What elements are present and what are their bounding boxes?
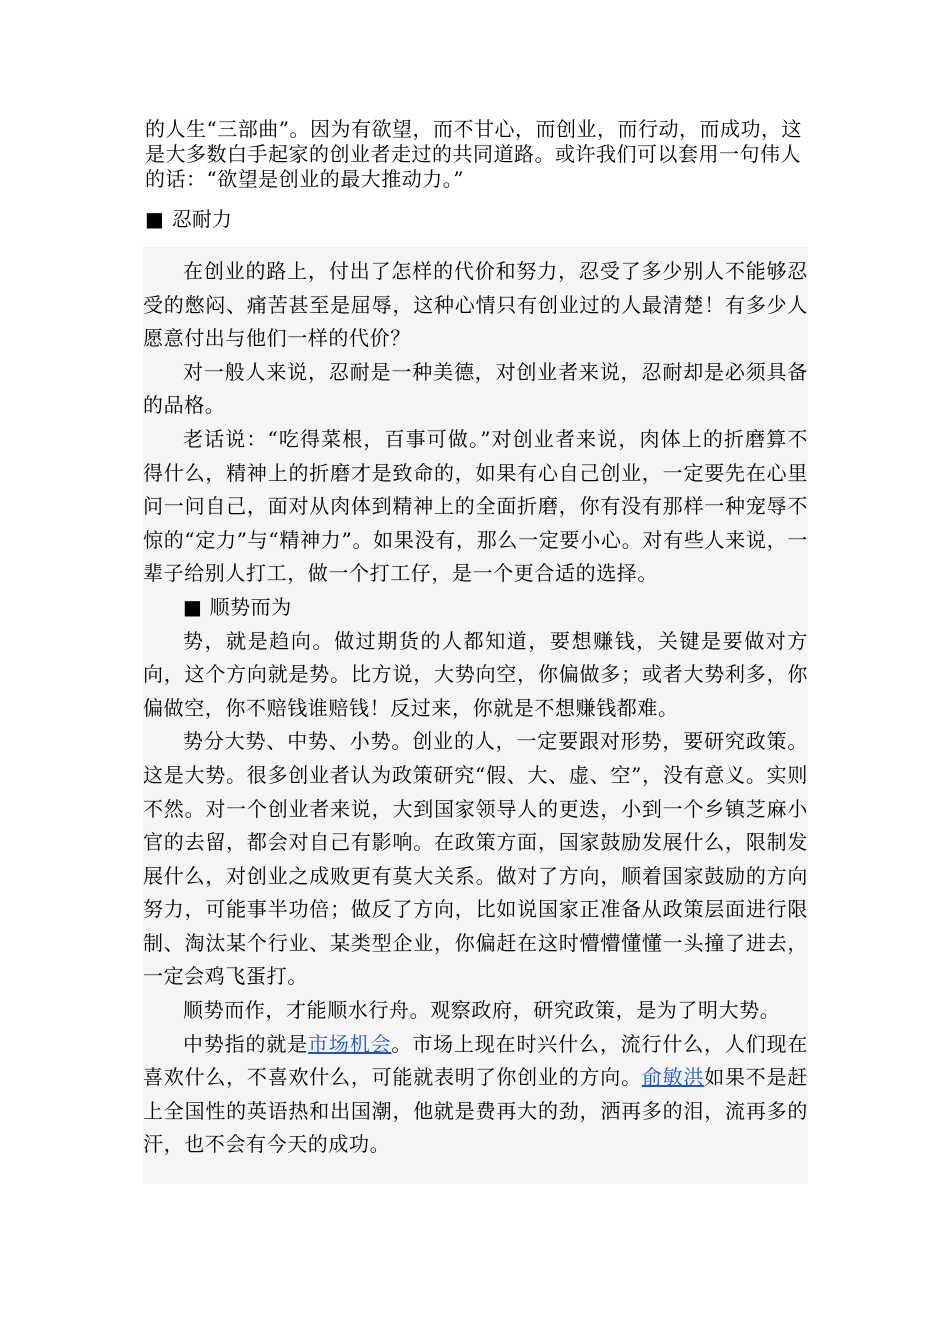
paragraph-7 — [143, 1028, 808, 1162]
square-bullet-icon: ■ — [145, 207, 164, 231]
intro-text: 的人生“三部曲”。因为有欲望，而不甘心，而创业，而行动，而成功，这是大多数白手起家的创业者走过的共同道路。或许我们可以套用一句伟人的话：“欲望是创业的最大推动力。” — [145, 117, 802, 191]
square-bullet-icon: ■ — [183, 594, 203, 619]
market-opportunity-link[interactable]: 市场机会 — [308, 1031, 392, 1056]
paragraph-6: 顺势而作，才能顺水行舟。观察政府，研究政策，是为了明大势。 — [183, 998, 781, 1023]
paragraph-3: 老话说：“吃得菜根，百事可做。”对创业者来说，肉体上的折磨算不得什么，精神上的折磨才是致命的，如果有心自己创业，一定要先在心里问一问自己，面对从肉体到精神上的全面折磨，你有没有那样一种宠辱不惊的“定力”与“精神力”。如果没有，那么一定要小心。对有些人来说，一辈子给别人打工，做一个打工仔，是一个更合适的选择。 — [143, 426, 808, 586]
section-heading — [145, 206, 232, 232]
paragraph-4: 势，就是趋向。做过期货的人都知道，要想赚钱，关键是要做对方向，这个方向就是势。比方说，大势向空，你偏做多；或者大势利多，你偏做空，你不赔钱谁赔钱！反过来，你就是不想赚钱都难。 — [143, 628, 808, 720]
paragraph-2: 对一般人来说，忍耐是一种美德，对创业者来说，忍耐却是必须具备的品格。 — [143, 359, 808, 418]
section-title: 忍耐力 — [171, 207, 232, 231]
paragraph-1: 在创业的路上，付出了怎样的代价和努力，忍受了多少别人不能够忍受的憋闷、痛苦甚至是屈辱，这种心情只有创业过的人最清楚！有多少人愿意付出与他们一样的代价？ — [143, 259, 808, 351]
yu-minhong-link[interactable]: 俞敏洪 — [641, 1065, 705, 1090]
paragraph-7-end: 如果不是赶上全国性的英语热和出国潮，他就是费再大的劲，洒再多的泪，流再多的汗，也不会有今天的成功。 — [143, 1065, 808, 1157]
body-text-block — [143, 247, 808, 1184]
sub-heading — [143, 591, 808, 625]
sub-heading-title: 顺势而为 — [209, 594, 292, 619]
paragraph-7-middle: 。市场上现在时兴什么，流行什么，人们现在喜欢什么，不喜欢什么，可能就表明了你创业的方向。 — [143, 1031, 808, 1090]
intro-paragraph — [145, 117, 810, 192]
paragraph-7-start: 中势指的就是 — [183, 1031, 309, 1056]
paragraph-5: 势分大势、中势、小势。创业的人，一定要跟对形势，要研究政策。这是大势。很多创业者认为政策研究“假、大、虚、空”，没有意义。实则不然。对一个创业者来说，大到国家领导人的更迭，小到一个乡镇芝麻小官的去留，都会对自己有影响。在政策方面，国家鼓励发展什么，限制发展什么，对创业之成败更有莫大关系。做对了方向，顺着国家鼓励的方向努力，可能事半功倍；做反了方向，比如说国家正准备从政策层面进行限制、淘汰某个行业、某类型企业，你偏赶在这时懵懵懂懂一头撞了进去，一定会鸡飞蛋打。 — [143, 729, 808, 989]
